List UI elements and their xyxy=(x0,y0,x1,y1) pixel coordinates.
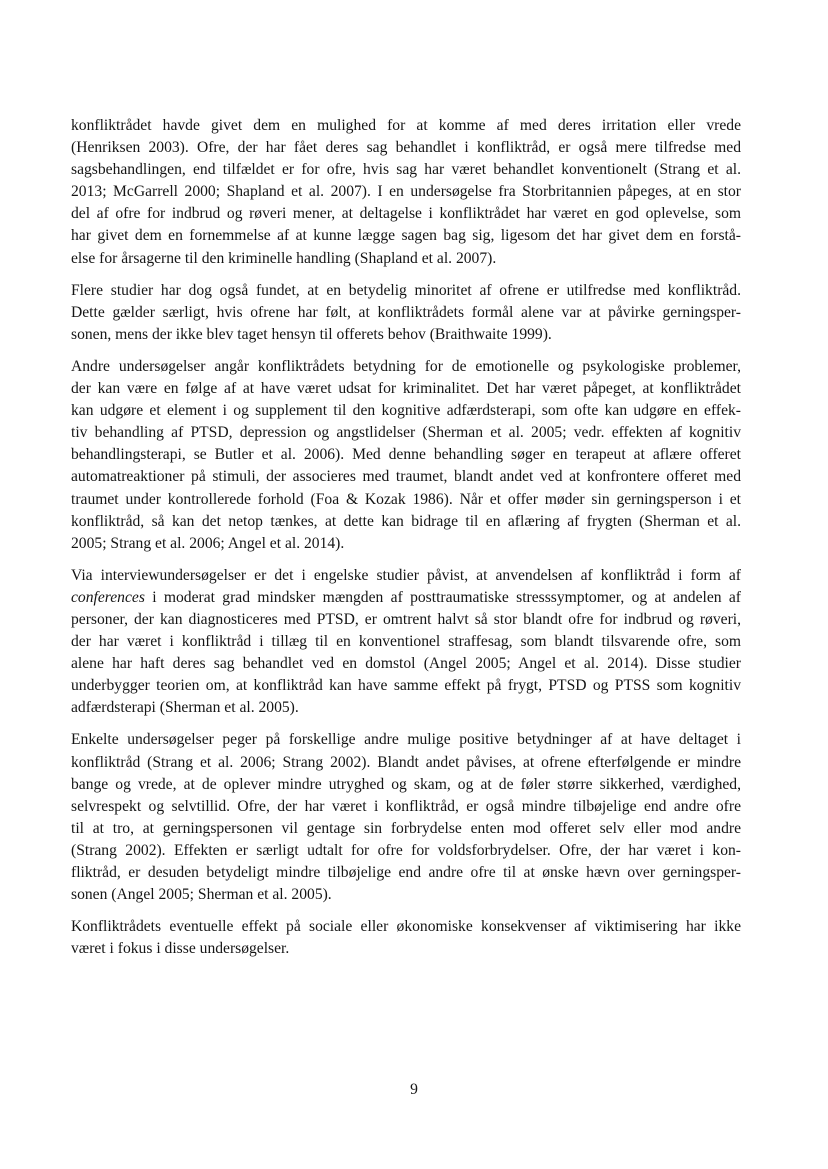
text-line: adfærdsterapi (Sherman et al. 2005). xyxy=(71,699,299,717)
text-line: behandlingsterapi, se Butler et al. 2006). Med denne behandling søger en terapeut at aflære offeret xyxy=(71,446,741,464)
text-line: Dette gælder særligt, hvis ofrene har følt, at konfliktrådets formål alene var at påvirke gerningsper- xyxy=(71,303,741,321)
text-line: Andre undersøgelser angår konfliktrådets betydning for de emotionelle og psykologiske problemer, xyxy=(71,357,741,375)
text-line: bange og vrede, at de oplever mindre utryghed og skam, og at de føler større sikkerhed, værdighed, xyxy=(71,775,741,793)
emphasized-term: conferences xyxy=(71,588,145,606)
text-line: alene har haft deres sag behandlet ved en domstol (Angel 2005; Angel et al. 2014). Disse studier xyxy=(71,655,741,673)
text-line: Enkelte undersøgelser peger på forskellige andre mulige positive betydninger af at have deltaget i xyxy=(71,731,741,749)
text-line: været i fokus i disse undersøgelser. xyxy=(71,940,290,958)
text-line: sagsbehandlingen, end tilfældet er for ofre, hvis sag har været behandlet konventionelt (Strang et al. xyxy=(71,161,741,179)
text-line: underbygger teorien om, at konfliktråd kan have samme effekt på frygt, PTSD og PTSS som kognitiv xyxy=(71,677,741,695)
text-line: til at tro, at gerningspersonen vil gentage sin forbrydelse enten mod offeret selv eller mod andre xyxy=(71,819,741,837)
text-line: (Strang 2002). Effekten er særligt udtalt for ofre for voldsforbrydelser. Ofre, der har været i kon- xyxy=(71,841,741,859)
text-line: tiv behandling af PTSD, depression og angstlidelser (Sherman et al. 2005; vedr. effekten af kognitiv xyxy=(71,424,741,442)
text-line: personer, der kan diagnosticeres med PTSD, er omtrent halvt så stor blandt ofre for indbrud og røveri, xyxy=(71,610,741,628)
page-number: 9 xyxy=(410,1081,418,1098)
text-line: konfliktrådet havde givet dem en mulighed for at komme af med deres irritation eller vrede xyxy=(71,117,741,134)
paragraph xyxy=(71,729,741,906)
text-line: der har været i konfliktråd i tillæg til en konventionel straffesag, som blandt tilsvarende ofre, som xyxy=(71,633,741,651)
page-body xyxy=(71,115,741,970)
text-line: 2005; Strang et al. 2006; Angel et al. 2014). xyxy=(71,534,345,552)
paragraph xyxy=(71,565,741,720)
paragraph xyxy=(71,916,741,960)
text-line: sonen, mens der ikke blev taget hensyn til offerets behov (Braithwaite 1999). xyxy=(71,325,552,343)
text-line: traumet under kontrollerede forhold (Foa & Kozak 1986). Når et offer møder sin gerningsperson i et xyxy=(71,490,741,508)
paragraph xyxy=(71,356,741,555)
text-line: Via interviewundersøgelser er det i engelske studier påvist, at anvendelsen af konfliktråd i form af xyxy=(71,566,741,584)
text-line: 2013; McGarrell 2000; Shapland et al. 2007). I en undersøgelse fra Storbritannien påpeges, at en stor xyxy=(71,183,741,201)
text-line: Flere studier har dog også fundet, at en betydelig minoritet af ofrene er utilfredse med konfliktråd. xyxy=(71,281,741,299)
text-line: fliktråd, er desuden betydeligt mindre tilbøjelige end andre ofre til at ønske hævn over gerningsper- xyxy=(71,864,741,881)
paragraph xyxy=(71,115,741,270)
text-line: kan udgøre et element i og supplement til den kognitive adfærdsterapi, som ofte kan udgøre en effek- xyxy=(71,402,741,420)
text-line: automatreaktioner på stimuli, der associeres med traumet, blandt andet ved at konfrontere offeret med xyxy=(71,468,741,486)
paragraph xyxy=(71,280,741,346)
text-line: der kan være en følge af at have været udsat for kriminalitet. Det har været påpeget, at konfliktrådet xyxy=(71,380,741,398)
text-line: else for årsagerne til den kriminelle handling (Shapland et al. 2007). xyxy=(71,249,497,267)
text-line: har givet dem en fornemmelse af at kunne lægge sagen bag sig, ligesom det har givet dem en forstå- xyxy=(71,227,741,245)
text-line: konfliktråd, så kan det netop tænkes, at dette kan bidrage til en aflæring af frygten (Sherman et al. xyxy=(71,512,741,530)
text-line: selvrespekt og selvtillid. Ofre, der har været i konfliktråd, er også mindre tilbøjelige end andre ofre xyxy=(71,797,741,815)
text-line: conferences i moderat grad mindsker mængden af posttraumatiske stresssymptomer, og at andelen af xyxy=(71,588,741,606)
text-line: sonen (Angel 2005; Sherman et al. 2005). xyxy=(71,886,332,904)
text-line: (Henriksen 2003). Ofre, der har fået deres sag behandlet i konfliktråd, er også mere tilfredse med xyxy=(71,139,741,157)
text-line: Konfliktrådets eventuelle effekt på sociale eller økonomiske konsekvenser af viktimisering har ikke xyxy=(71,918,741,936)
text-line: konfliktråd (Strang et al. 2006; Strang 2002). Blandt andet påvises, at ofrene efterfølgende er mindre xyxy=(71,753,741,771)
text-line: del af ofre for indbrud og røveri mener, at deltagelse i konfliktrådet har været en god oplevelse, som xyxy=(71,205,741,223)
